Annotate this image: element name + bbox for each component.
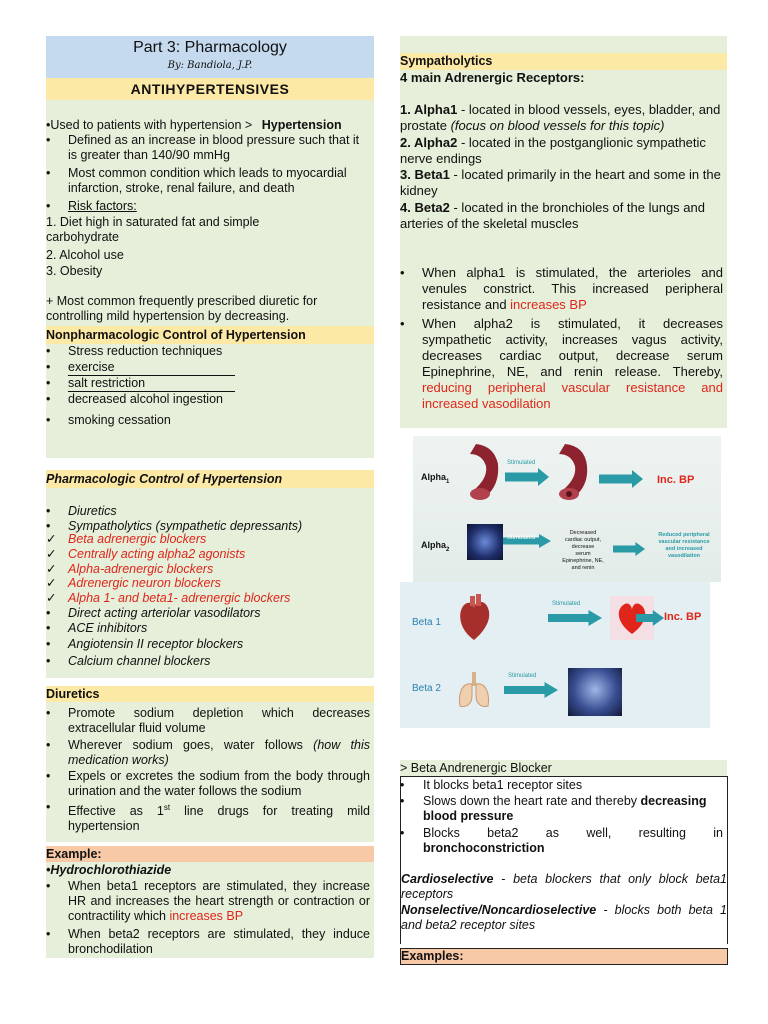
bullet: • — [46, 166, 51, 180]
bullet-text: Most common condition which leads to myocardial infarction, stroke, renal failure, and death — [68, 166, 347, 195]
beta-blocker-section: • It blocks beta1 receptor sites • Slows down the heart rate and thereby decreasing blood pressure • Blocks beta2 as well, resulting in bronchoconstriction Cardioselective - beta blockers that only block beta1 receptors Nonselective/Noncardioselective - blocks both beta 1 and beta2 receptor sites — [400, 776, 728, 944]
nonpharm-section: • Stress reduction techniques • exercise • salt restriction • decreased alcohol ingestion • smoking cessation — [46, 344, 374, 458]
pharm-item-text: Sympatholytics (sympathetic depressants) — [68, 519, 303, 533]
heart-icon — [456, 594, 492, 642]
example-heading: Example: — [46, 847, 102, 861]
page-title: Part 3: Pharmacology — [133, 39, 287, 56]
receptor-text: - located primarily in the heart and some in the kidney — [400, 167, 721, 198]
bullet: • — [46, 637, 51, 651]
list-item: • Blocks beta2 as well, resulting in bronchoconstriction — [400, 826, 723, 855]
beta-figure — [400, 582, 710, 728]
beta-blocker-heading: > Beta Andrenergic Blocker — [400, 761, 552, 775]
check-icon: ✓ — [46, 591, 57, 605]
risk-item: 1. Diet high in saturated fat and simple carbohydrate — [46, 215, 260, 244]
list-item: • Promote sodium depletion which decreases extracellular fluid volume — [46, 706, 370, 735]
topic-band — [46, 78, 374, 100]
pharm-item-text: Alpha 1- and beta1- adrenergic blockers — [68, 591, 291, 605]
bronchi-icon — [568, 668, 622, 716]
arrow-icon — [504, 682, 558, 698]
bullet-text: When alpha2 is stimulated, it decreases sympathetic activity, increases vagus activity, decreases cardiac output, decrease serum Epinephrine, NE, and renin release. Thereby, — [422, 316, 723, 379]
arrow-icon — [505, 468, 549, 486]
inc-bp-label: Inc. BP — [657, 474, 695, 486]
pharm-item-text: Centrally acting alpha2 agonists — [68, 547, 246, 561]
pharm-item-text: Adrenergic neuron blockers — [68, 576, 221, 590]
receptor-3 — [400, 167, 727, 199]
term: Cardioselective — [401, 872, 494, 886]
bullet: • — [46, 621, 51, 635]
superscript: st — [163, 803, 171, 812]
effect-line: cardiac output, — [564, 537, 602, 543]
list-item: • When alpha2 is stimulated, it decreases sympathetic activity, increases vagus activity, decreases cardiac output, decrease serum Epinephrine, NE, and renin release. Thereby, reducing peripheral vascular resistance and increased vasodilation — [400, 316, 723, 411]
topic-title: ANTIHYPERTENSIVES — [130, 81, 290, 97]
receptor-1 — [400, 102, 727, 134]
bullet-text-bold: decreasing blood pressure — [423, 794, 707, 823]
intro-line — [46, 118, 374, 133]
examples-heading: Examples: — [401, 949, 464, 963]
bullet-text: When beta2 receptors are stimulated, they induce bronchodilation — [68, 927, 370, 956]
sympatholytics-heading-band — [400, 53, 727, 70]
beta1-label: Beta 1 — [412, 617, 441, 628]
effect-line: Epinephrine, NE, — [562, 558, 604, 564]
receptor-num: 4. Beta2 — [400, 200, 450, 215]
alpha2-label — [421, 540, 449, 553]
arrow-icon — [548, 610, 602, 626]
list-item: • Effective as 1st line drugs for treating mild hypertension — [46, 800, 370, 834]
diuretics-heading-band — [46, 686, 374, 702]
nerve-icon — [467, 524, 503, 560]
result-line: Reduced peripheral — [658, 532, 710, 538]
intro-used-to: •Used to patients with hypertension > — [46, 118, 253, 132]
bullet-text: salt restriction — [68, 376, 235, 392]
receptor-num: 3. Beta1 — [400, 167, 450, 182]
bullet: • — [46, 133, 51, 147]
bullet-text: decreased alcohol ingestion — [68, 392, 223, 406]
artery-icon — [468, 442, 508, 500]
pharm-item-text: ACE inhibitors — [68, 621, 148, 635]
risk-item: 3. Obesity — [46, 264, 103, 278]
pharm-heading-band — [46, 470, 374, 488]
list-item: • When beta1 receptors are stimulated, they increase HR and increases the heart strength or contraction or contractility which increases BP — [46, 879, 370, 923]
list-item: • Wherever sodium goes, water follows (how this medication works) — [46, 738, 370, 767]
inc-bp-label: Inc. BP — [664, 611, 702, 623]
nonpharm-heading: Nonpharmacologic Control of Hypertension — [46, 328, 306, 342]
bullet-text-red: increases BP — [510, 297, 587, 312]
bullet: • — [46, 504, 51, 518]
sympatholytics-heading: Sympatholytics — [400, 54, 493, 68]
alpha-figure — [413, 436, 721, 582]
drug-name-text: Hydrochlorothiazide — [50, 863, 172, 877]
pharm-item-text: Direct acting arteriolar vasodilators — [68, 606, 261, 620]
list-item — [46, 166, 374, 196]
term: Nonselective/Noncardioselective — [401, 903, 597, 917]
bullet-text: smoking cessation — [68, 413, 171, 427]
bullet-text: Slows down the heart rate and thereby — [423, 794, 641, 808]
list-item — [46, 133, 374, 163]
cardioselective-def — [401, 872, 727, 902]
arrow-icon — [599, 470, 643, 488]
example-heading-band — [46, 846, 374, 862]
alpha1-label-text: Alpha — [421, 472, 447, 482]
list-item: • When alpha1 is stimulated, the arterioles and venules constrict. This increased peripheral resistance and increases BP — [400, 265, 723, 312]
effect-line: serum — [575, 551, 591, 557]
bullet-text: Defined as an increase in blood pressure such that it is greater than 140/90 mmHg — [68, 133, 360, 162]
definition: - beta blockers that only block beta1 receptors — [401, 872, 727, 901]
bullet-text-italic: (how this medication works) — [68, 738, 370, 767]
stimulated-label: Stimulated — [508, 673, 537, 679]
pharm-heading: Pharmacologic Control of Hypertension — [46, 472, 283, 486]
pharm-item-text: Diuretics — [68, 504, 117, 518]
sympatholytics-section — [400, 70, 727, 428]
receptor-text: - located in the postganglionic sympathetic nerve endings — [400, 135, 706, 166]
result-line: and increased — [665, 546, 703, 552]
bullet-text: When beta1 receptors are stimulated, they increase HR and increases the heart strength or contraction or contractility which — [68, 879, 370, 923]
risk-item: 2. Alcohol use — [46, 248, 124, 262]
bullet-text-bold: bronchoconstriction — [423, 841, 545, 855]
diuretic-note: + Most common frequently prescribed diuretic for controlling mild hypertension by decreasing. — [46, 294, 318, 323]
bullet-text-red: reducing peripheral vascular resistance and increased vasodilation — [422, 380, 723, 411]
receptor-text-italic: (focus on blood vessels for this topic) — [450, 118, 665, 133]
pharm-item-text: Beta adrenergic blockers — [68, 532, 207, 546]
definition: - blocks both beta 1 and beta2 receptor sites — [401, 903, 727, 932]
result-line: vasodilation — [667, 553, 701, 559]
bullet-text: exercise — [68, 360, 235, 376]
check-icon: ✓ — [46, 532, 57, 546]
intro-hypertension: Hypertension — [261, 118, 342, 132]
check-icon: ✓ — [46, 547, 57, 561]
bullet-text: It blocks beta1 receptor sites — [423, 778, 583, 792]
pharm-item-text: Angiotensin II receptor blockers — [68, 637, 244, 651]
bullet-text-red: increases BP — [169, 909, 244, 923]
bullet-text: Stress reduction techniques — [68, 344, 223, 358]
effect-line: and renin — [571, 565, 595, 571]
alpha2-label-text: Alpha — [421, 540, 447, 550]
drug-name: •Hydrochlorothiazide — [46, 863, 172, 877]
bullet: • — [46, 519, 51, 533]
receptor-num: 2. Alpha2 — [400, 135, 458, 150]
bullet: • — [46, 654, 51, 668]
constricted-artery-icon — [555, 442, 597, 500]
alpha1-label — [421, 472, 449, 485]
receptor-text: - located in blood vessels, eyes, bladder, and prostate — [400, 102, 721, 133]
alpha2-sub: 2 — [446, 546, 450, 553]
bullet-text: Wherever sodium goes, water follows — [68, 738, 314, 752]
bullet-text: Promote sodium depletion which decreases extracellular fluid volume — [68, 706, 370, 735]
bullet-text: Effective as 1 — [68, 804, 164, 819]
diuretics-heading: Diuretics — [46, 687, 100, 701]
bullet-text: line drugs for treating mild hypertension — [68, 804, 370, 834]
bullet-text: Expels or excretes the sodium from the body through urination and the water follows the sodium — [68, 769, 370, 798]
receptor-2 — [400, 135, 727, 167]
beta2-label: Beta 2 — [412, 683, 441, 694]
receptor-subheading: 4 main Adrenergic Receptors: — [400, 70, 585, 85]
lungs-icon — [456, 670, 492, 710]
receptor-text: - located in the bronchioles of the lungs and arteries of the skeletal muscles — [400, 200, 705, 231]
alpha2-effect — [559, 530, 607, 572]
list-item: • Expels or excretes the sodium from the body through urination and the water follows the sodium — [46, 769, 370, 798]
alpha2-result — [649, 532, 719, 560]
effect-line: Decreased — [569, 530, 597, 536]
check-icon: ✓ — [46, 562, 57, 576]
beta-blocker-heading-band — [400, 760, 727, 776]
example-section — [46, 862, 374, 958]
bullet: • — [46, 606, 51, 620]
author-line: By: Bandiola, J.P. — [167, 60, 253, 71]
alpha1-sub: 1 — [446, 478, 450, 485]
nonpharm-heading-band — [46, 326, 374, 344]
list-item: • Slows down the heart rate and thereby decreasing blood pressure — [400, 794, 707, 823]
diuretics-section — [46, 702, 374, 842]
title-band — [46, 36, 374, 78]
top-strip — [400, 36, 727, 53]
receptor-num: 1. Alpha1 — [400, 102, 458, 117]
pharm-item-text: Calcium channel blockers — [68, 654, 211, 668]
examples-band — [400, 948, 728, 965]
stimulated-label: Stimulated — [507, 460, 536, 466]
bullet-text: Blocks beta2 as well, resulting in — [423, 826, 723, 840]
intro-section — [46, 100, 374, 326]
check-icon: ✓ — [46, 576, 57, 590]
list-item: • When beta2 receptors are stimulated, they induce bronchodilation — [46, 927, 370, 956]
bullet-text: Risk factors: — [68, 199, 137, 213]
result-line: vascular resistance — [658, 539, 710, 545]
nonselective-def — [401, 903, 727, 933]
stimulated-label: Stimulated — [507, 535, 536, 541]
pharm-section — [46, 488, 374, 678]
receptor-4 — [400, 200, 727, 232]
stimulated-label: Stimulated — [552, 601, 581, 607]
pharm-item-text: Alpha-adrenergic blockers — [68, 562, 214, 576]
arrow-icon — [613, 542, 645, 556]
bullet: • — [46, 199, 51, 213]
bullet-text: When alpha1 is stimulated, the arterioles and venules constrict. This increased peripheral resistance and — [422, 265, 723, 312]
effect-line: decrease — [571, 544, 595, 550]
